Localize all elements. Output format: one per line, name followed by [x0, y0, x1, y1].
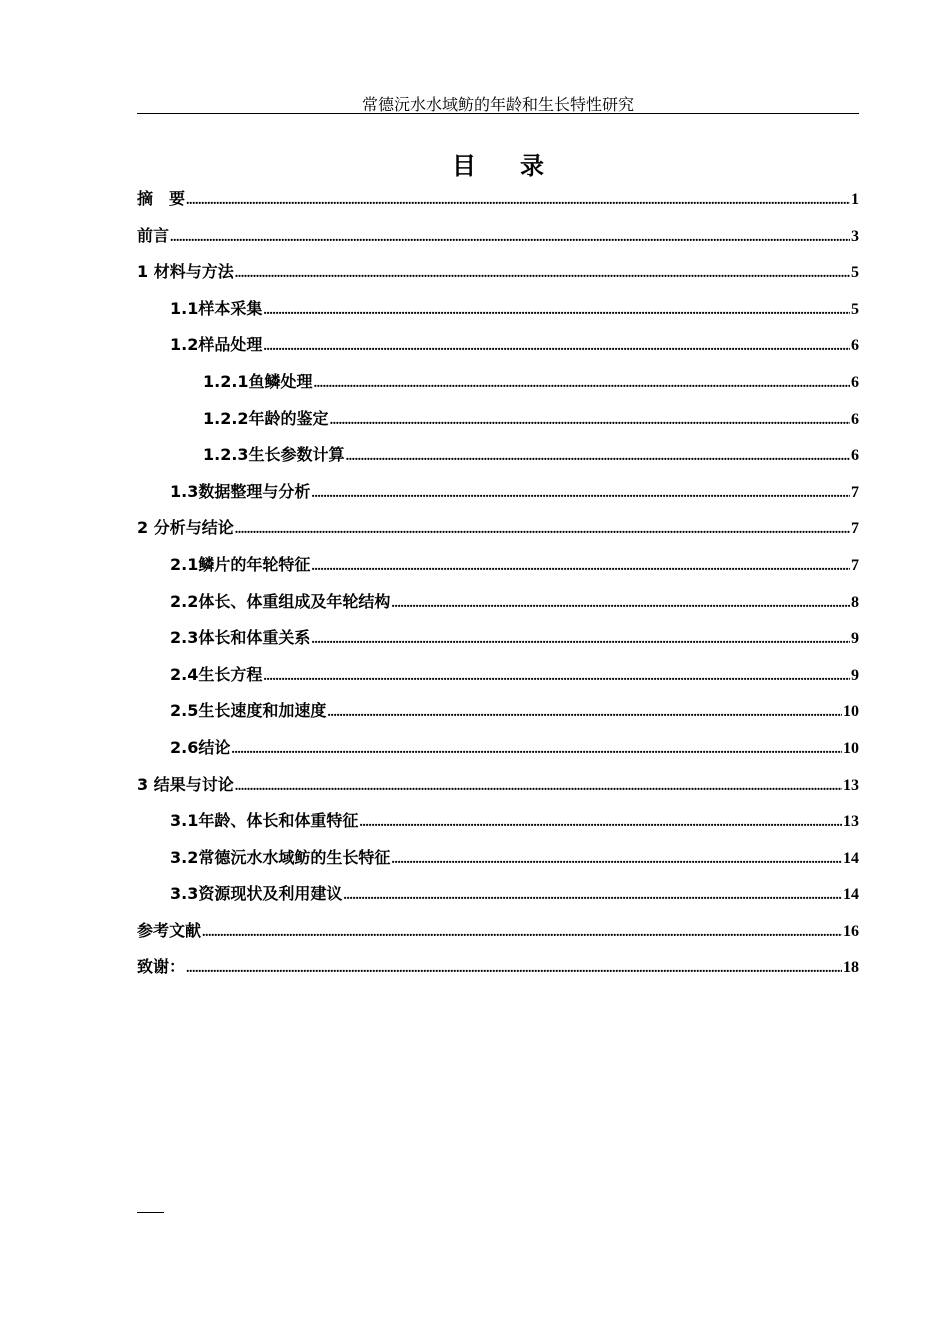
toc-leader-dots	[202, 925, 842, 941]
toc-leader-dots	[263, 303, 850, 319]
toc-entry-label: 3.3资源现状及利用建议	[170, 884, 343, 904]
toc-entry-page: 13	[843, 776, 859, 794]
toc-entry-page: 3	[851, 227, 859, 245]
toc-entry[interactable]	[137, 442, 859, 479]
toc-entry-page: 8	[851, 593, 859, 611]
toc-leader-dots	[314, 376, 850, 392]
toc-entry-label: 参考文献	[137, 920, 202, 940]
toc-leader-dots	[231, 742, 842, 758]
toc-entry-label: 3.1年龄、体长和体重特征	[170, 811, 359, 831]
toc-entry[interactable]	[137, 589, 859, 626]
toc-entry-page: 10	[843, 739, 859, 757]
toc-entry-label: 1.1样本采集	[170, 298, 263, 318]
toc-leader-dots	[263, 339, 850, 355]
toc-entry[interactable]	[137, 515, 859, 552]
toc-entry-page: 7	[851, 483, 859, 501]
toc-entry-page: 14	[843, 886, 859, 904]
toc-leader-dots	[170, 230, 850, 246]
toc-leader-dots	[311, 559, 850, 575]
toc-entry[interactable]	[137, 808, 859, 845]
toc-leader-dots	[346, 449, 850, 465]
toc-entry-page: 13	[843, 813, 859, 831]
footer-rule	[137, 1212, 164, 1213]
toc-entry-label: 3 结果与讨论	[137, 774, 234, 794]
toc-entry[interactable]	[137, 186, 859, 223]
toc-entry-page: 16	[843, 922, 859, 940]
toc-leader-dots	[330, 413, 850, 429]
toc-leader-dots	[391, 596, 850, 612]
toc-entry[interactable]	[137, 735, 859, 772]
toc-entry[interactable]	[137, 369, 859, 406]
toc-entry[interactable]	[137, 552, 859, 589]
toc-entry-label: 2.6结论	[170, 737, 231, 757]
toc-entry-page: 10	[843, 703, 859, 721]
toc-entry-page: 14	[843, 849, 859, 867]
toc-entry-label: 2.1鳞片的年轮特征	[170, 554, 311, 574]
toc-entry-label: 2.3体长和体重关系	[170, 628, 311, 648]
toc-leader-dots	[311, 486, 850, 502]
toc-entry[interactable]	[137, 296, 859, 333]
toc-entry[interactable]	[137, 223, 859, 260]
toc-entry-label: 2.2体长、体重组成及年轮结构	[170, 591, 391, 611]
toc-leader-dots	[263, 669, 850, 685]
header-rule	[137, 113, 859, 114]
page-title	[137, 146, 859, 181]
title-char-1: 目	[452, 152, 476, 180]
toc-entry-label: 2 分析与结论	[137, 518, 234, 538]
toc-entry-page: 7	[851, 556, 859, 574]
toc-entry[interactable]	[137, 954, 859, 991]
running-header: 常德沅水水域鲂的年龄和生长特性研究	[361, 95, 634, 114]
toc-entry-page: 9	[851, 630, 859, 648]
toc-entry-page: 5	[851, 264, 859, 282]
toc-entry-page: 6	[851, 373, 859, 391]
toc-entry-label: 1.3数据整理与分析	[170, 481, 311, 501]
toc-entry[interactable]	[137, 881, 859, 918]
toc-entry-label: 2.4生长方程	[170, 664, 263, 684]
toc-leader-dots	[327, 705, 842, 721]
toc-entry-label: 摘 要	[137, 189, 186, 208]
toc-leader-dots	[186, 961, 842, 977]
toc-leader-dots	[311, 632, 850, 648]
toc-leader-dots	[235, 779, 842, 795]
toc-entry[interactable]	[137, 259, 859, 296]
toc-entry-label: 致谢：	[137, 957, 186, 977]
toc-entry-label: 1 材料与方法	[137, 262, 234, 282]
toc-entry-page: 18	[843, 959, 859, 977]
toc-entry[interactable]	[137, 698, 859, 735]
toc-leader-dots	[391, 852, 842, 868]
toc-entry-label: 1.2.2年龄的鉴定	[203, 408, 329, 428]
toc-entry-page: 5	[851, 300, 859, 318]
toc-entry-label: 1.2.1鱼鳞处理	[203, 371, 313, 391]
toc-leader-dots	[186, 193, 850, 209]
toc-entry-label: 前言	[137, 225, 170, 245]
toc-entry-page: 1	[851, 191, 859, 208]
toc-entry[interactable]	[137, 662, 859, 699]
toc-leader-dots	[235, 522, 850, 538]
toc-entry-page: 6	[851, 410, 859, 428]
toc-entry[interactable]	[137, 772, 859, 809]
toc-entry-label: 3.2常德沅水水域鲂的生长特征	[170, 847, 391, 867]
toc-entry-page: 9	[851, 666, 859, 684]
toc-entry[interactable]	[137, 406, 859, 443]
toc-entry-label: 1.2.3生长参数计算	[203, 445, 345, 465]
title-char-2: 录	[520, 152, 544, 180]
toc-entry[interactable]	[137, 332, 859, 369]
toc-entry-page: 7	[851, 520, 859, 538]
toc-leader-dots	[343, 888, 842, 904]
table-of-contents	[137, 186, 859, 991]
toc-entry[interactable]	[137, 625, 859, 662]
toc-entry[interactable]	[137, 479, 859, 516]
toc-entry-label: 1.2样品处理	[170, 335, 263, 355]
toc-entry-page: 6	[851, 337, 859, 355]
toc-entry-label: 2.5生长速度和加速度	[170, 701, 327, 721]
toc-leader-dots	[359, 815, 842, 831]
toc-leader-dots	[235, 266, 850, 282]
toc-entry[interactable]	[137, 845, 859, 882]
toc-entry-page: 6	[851, 447, 859, 465]
toc-entry[interactable]	[137, 918, 859, 955]
